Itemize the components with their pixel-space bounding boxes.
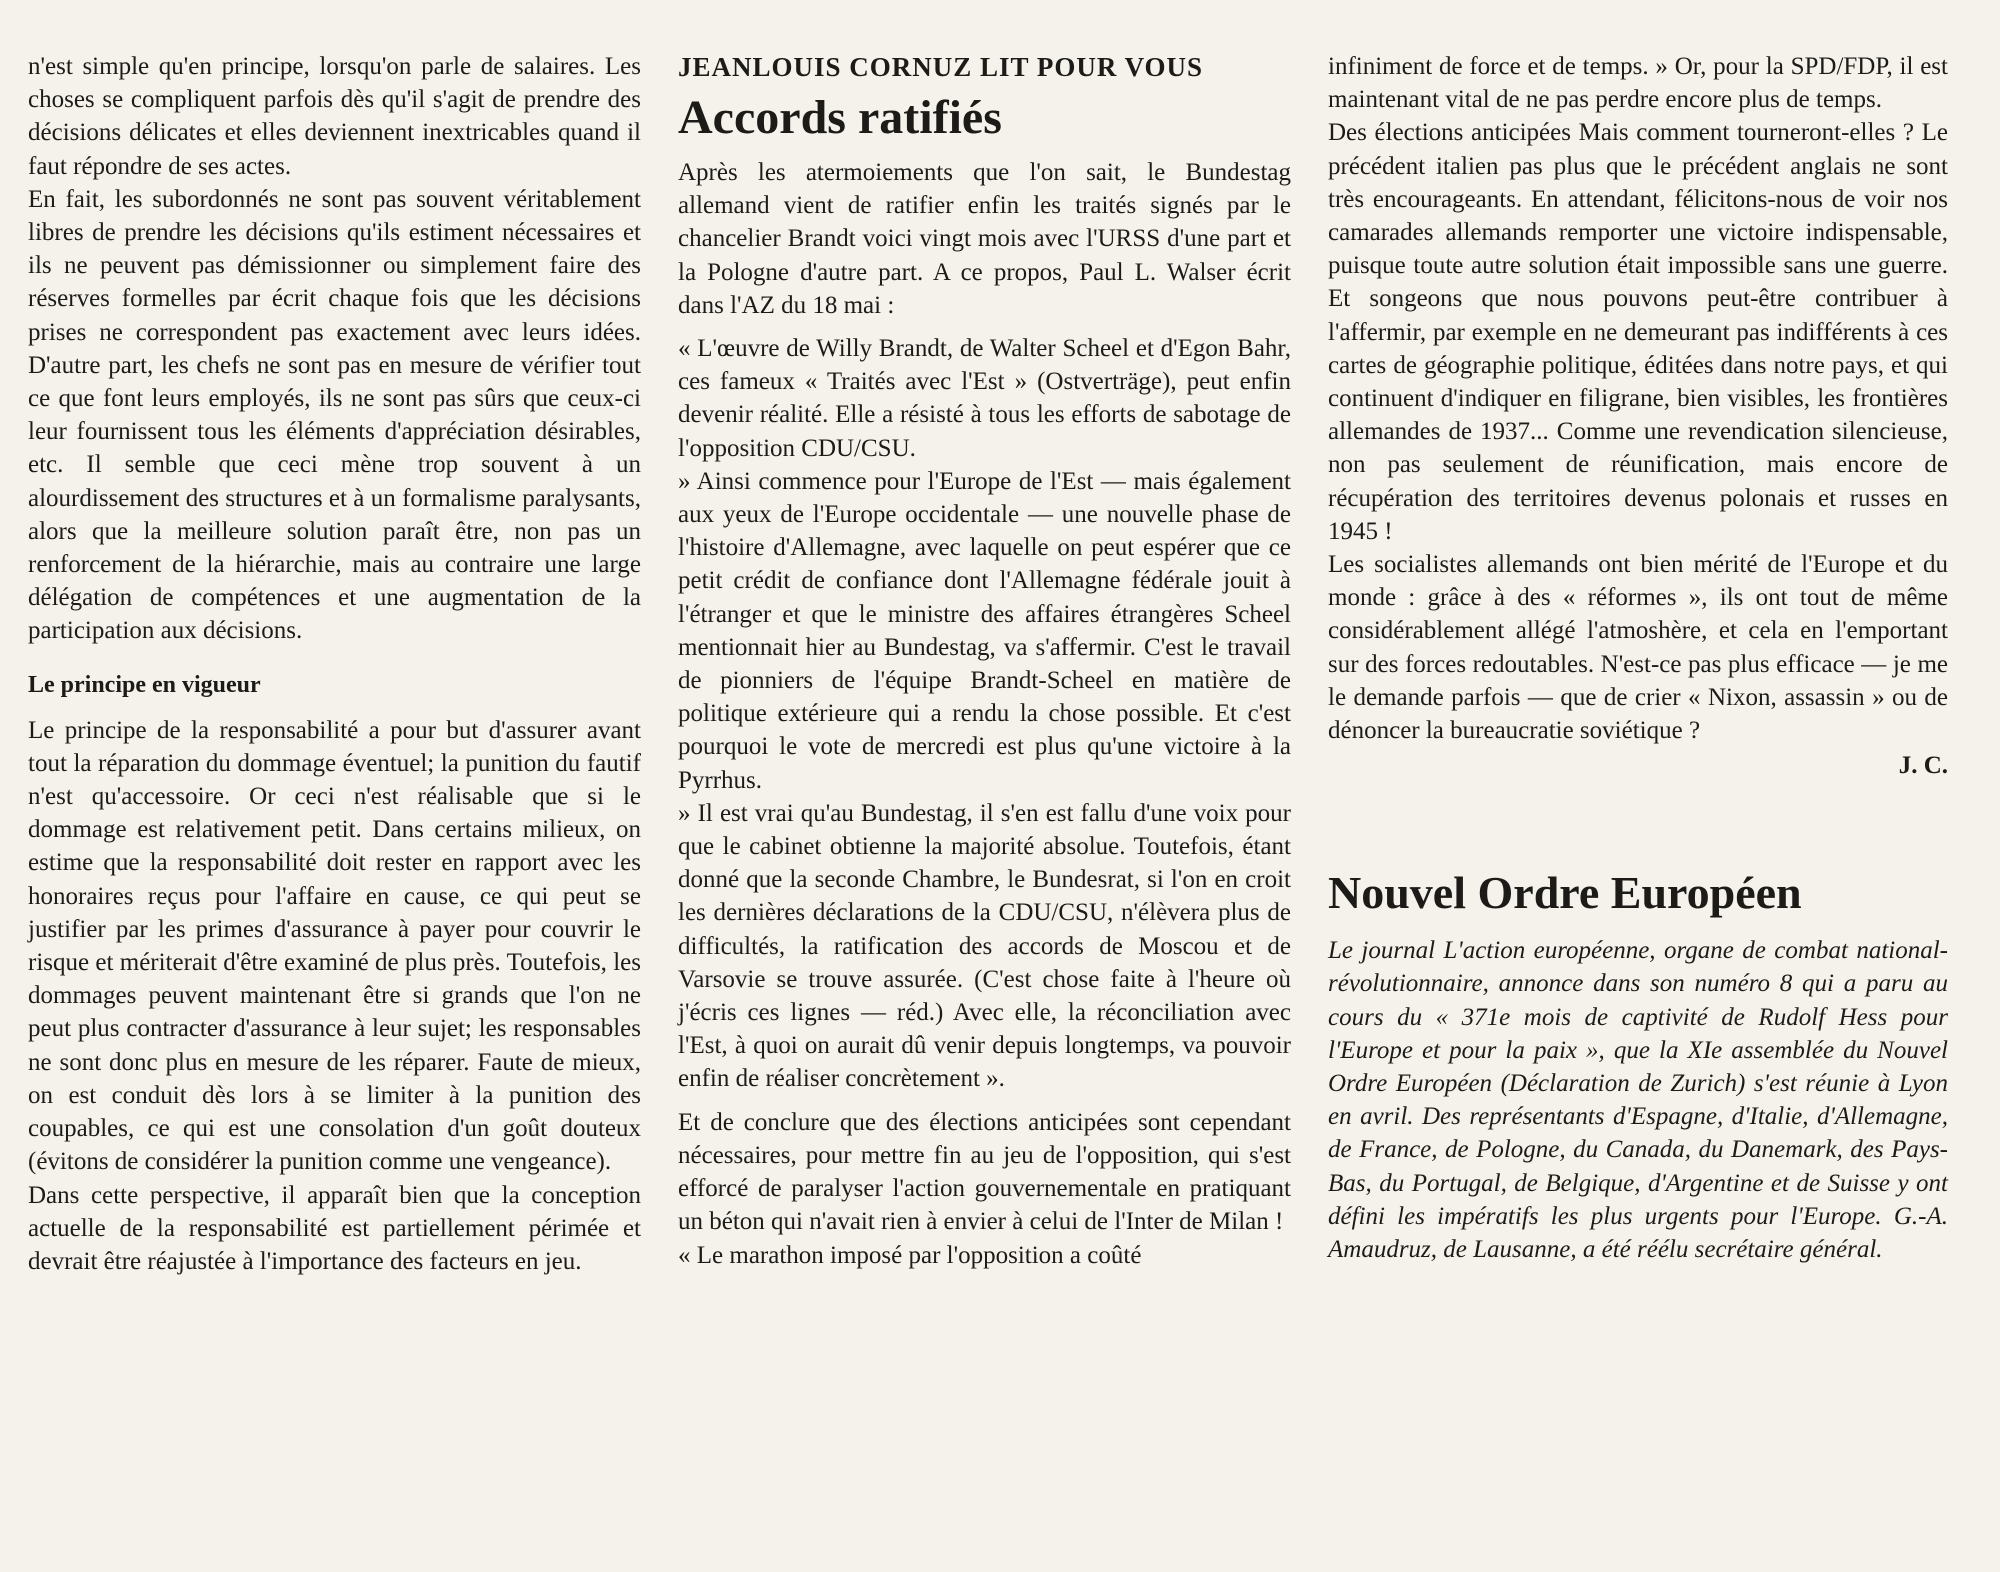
paragraph: Et de conclure que des élections anticipées sont cependant nécessaires, pour mettre fin au jeu de l'opposition, qui s'est efforcé de paralyser l'action gouvernementale en pratiquant un béton qui n'avait rien à envier à celui de l'Inter de Milan ! (678, 1108, 1291, 1236)
article-kicker: JEANLOUIS CORNUZ LIT POUR VOUS (678, 52, 1204, 82)
paragraph: » Il est vrai qu'au Bundestag, il s'en est fallu d'une voix pour que le cabinet obtienne la majorité absolue. Toutefois, étant donné que la seconde Chambre, le Bundesrat, si l'on en croit les dernières déclarations de la CDU/CSU, n'élèvera plus de difficultés, la ratification des accords de Moscou et de Varsovie se trouve assurée. (C'est chose faite à l'heure où j'écris ces lignes — réd.) Avec elle, la réconciliation avec l'Est, à quoi on aurait dû venir depuis longtemps, va pouvoir enfin de réaliser concrètement ». (678, 799, 1291, 1093)
column-right (1328, 50, 1948, 1266)
paragraph: Des élections anticipées Mais comment tourneront-elles ? Le précédent italien pas plus que le précédent anglais ne sont très encourageants. En attendant, félicitons-nous de voir nos camarades allemands remporter une victoire indispensable, puisque toute autre solution était impossible sans une guerre. Et songeons que nous pouvons peut-être contribuer à l'affermir, par exemple en ne demeurant pas indifférents à ces cartes de géographie politique, éditées dans notre pays, et qui continuent d'indiquer en filigrane, bien visibles, les frontières allemandes de 1937... Comme une revendication silencieuse, non pas seulement de réunification, mais encore de récupération des territoires devenus polonais et russes en 1945 ! (1328, 119, 1948, 545)
article-title: Accords ratifiés (678, 91, 1002, 144)
paragraph: « L'œuvre de Willy Brandt, de Walter Scheel et d'Egon Bahr, ces fameux « Traités avec l'Est » (Ostverträge), peut enfin devenir réalité. Elle a résisté à tous les efforts de sabotage de l'opposition CDU/CSU. (678, 335, 1291, 462)
paragraph: En fait, les subordonnés ne sont pas souvent véritablement libres de prendre les décisions qu'ils estiment nécessaires et ils ne peuvent pas démissionner ou simplement faire des réserves formelles par écrit chaque fois que les décisions prises ne correspondent pas exactement avec leurs idées. D'autre part, les chefs ne sont pas en mesure de vérifier tout ce que font leurs employés, ils ne sont pas sûrs que ceux-ci leur fournissent tous les éléments d'appréciation désirables, etc. Il semble que ceci mène trop souvent à un alourdissement des structures et à un formalisme paralysants, alors que la meilleure solution paraît être, non pas un renforcement de la hiérarchie, mais au contraire une large délégation de compétences et une augmentation de la participation aux décisions. (28, 185, 641, 645)
paragraph: Les socialistes allemands ont bien mérité de l'Europe et du monde : grâce à des « réformes », ils ont tout de même considérablement allégé l'atmoshère, et cela en l'emportant sur des forces redoutables. N'est-ce pas plus efficace — je me le demande parfois — que de crier « Nixon, assassin » ou de dénoncer la bureaucratie soviétique ? (1328, 551, 1948, 745)
paragraph: infiniment de force et de temps. » Or, pour la SPD/FDP, il est maintenant vital de ne pas perdre encore plus de temps. (1328, 53, 1948, 114)
column-middle (678, 50, 1291, 1272)
paragraph: Le principe de la responsabilité a pour but d'assurer avant tout la réparation du dommage éventuel; la punition du fautif n'est qu'accessoire. Or ceci n'est réalisable que si le dommage est relativement petit. Dans certains milieux, on estime que la responsabilité doit rester en rapport avec les honoraires reçus pour l'affaire en cause, ce qui peut se justifier par les primes d'assurance à payer pour couvrir le risque et mériterait d'être examiné de plus près. Toutefois, les dommages peuvent maintenant être si grands que l'on ne peut plus contracter d'assurance à leur sujet; les responsables ne sont donc plus en mesure de les réparer. Faute de mieux, on est conduit dès lors à se limiter à la punition des coupables, ce qui est une consolation d'un goût douteux (évitons de considérer la punition comme une vengeance). (28, 716, 641, 1176)
subheading: Le principe en vigueur (28, 671, 261, 698)
paragraph: » Ainsi commence pour l'Europe de l'Est — mais également aux yeux de l'Europe occidentale — une nouvelle phase de l'histoire d'Allemagne, avec laquelle on peut espérer que ce petit crédit de confiance dont l'Allemagne fédérale jouit à l'étranger et que le ministre des affaires étrangères Scheel mentionnait hier au Bundestag, va s'affermir. C'est le travail de pionniers de l'équipe Brandt-Scheel en matière de politique extérieure qui a rendu la chose possible. Et c'est pourquoi le vote de mercredi est plus qu'une victoire à la Pyrrhus. (678, 467, 1291, 794)
paragraph: Dans cette perspective, il apparaît bien que la conception actuelle de la responsabilité est partiellement périmée et devrait être réajustée à l'importance des facteurs en jeu. (28, 1181, 641, 1275)
paragraph: Le journal L'action européenne, organe de combat national-révolutionnaire, annonce dans son numéro 8 qui a paru au cours du « 371e mois de captivité de Rudolf Hess pour l'Europe et pour la paix », que la XIe assemblée du Nouvel Ordre Européen (Déclaration de Zurich) s'est réunie à Lyon en avril. Des représentants d'Espagne, d'Italie, d'Allemagne, de France, de Pologne, du Canada, du Danemark, des Pays-Bas, du Portugal, de Belgique, d'Argentine et de Suisse y ont défini les impératifs les plus urgents pour l'Europe. G.-A. Amaudruz, de Lausanne, a été réélu secrétaire général. (1328, 937, 1948, 1264)
author-signature: J. C. (1898, 752, 1948, 780)
paragraph: « Le marathon imposé par l'opposition a coûté (678, 1241, 1142, 1269)
paragraph: n'est simple qu'en principe, lorsqu'on parle de salaires. Les choses se compliquent parfois dès qu'il s'agit de prendre des décisions délicates et elles deviennent inextricables quand il faut répondre de ses actes. (28, 53, 641, 180)
paragraph: Après les atermoiements que l'on sait, le Bundestag allemand vient de ratifier enfin les traités signés par le chancelier Brandt voici vingt mois avec l'URSS d'une part et la Pologne d'autre part. A ce propos, Paul L. Walser écrit dans l'AZ du 18 mai : (678, 159, 1291, 319)
column-left (28, 50, 641, 1278)
article-title: Nouvel Ordre Européen (1328, 867, 1802, 919)
